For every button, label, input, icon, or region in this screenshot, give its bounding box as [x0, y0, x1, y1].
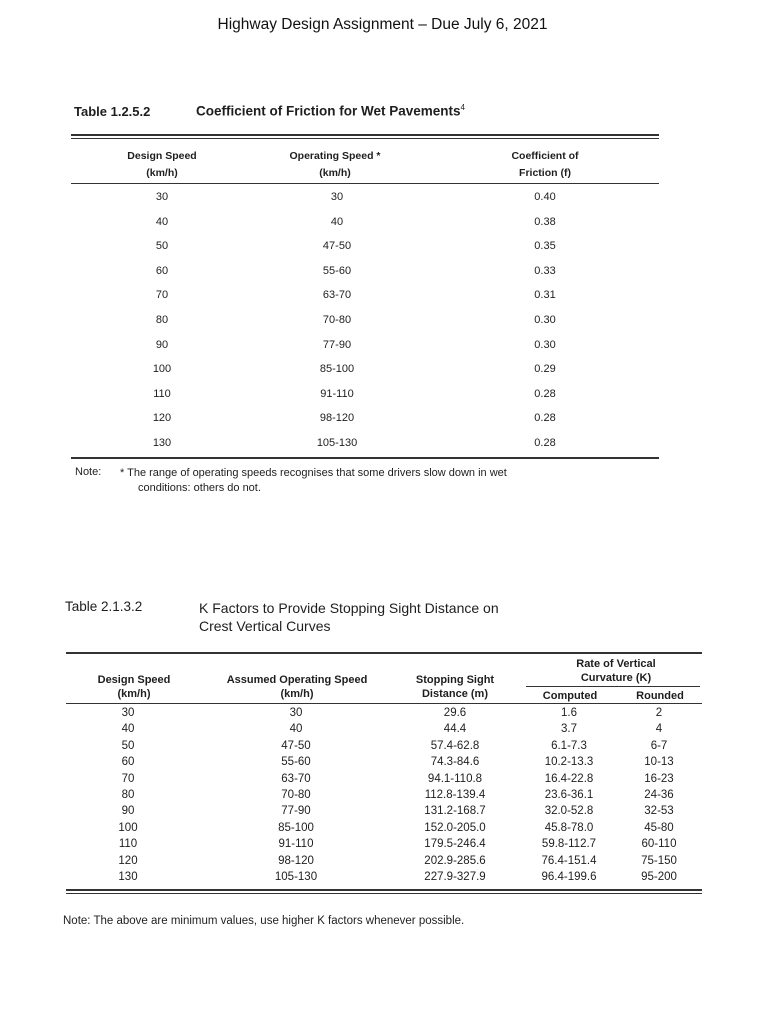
- table1-cell: 40: [330, 215, 344, 228]
- header-line: Coefficient of: [511, 150, 579, 162]
- table2-cell: 110: [118, 838, 138, 851]
- table2-cell: 10.2-13.3: [544, 756, 594, 769]
- table2-cell: 60-110: [641, 838, 677, 851]
- table2-cell: 63-70: [281, 772, 311, 785]
- table1-header-friction: [490, 148, 600, 182]
- table1-cell: 40: [155, 215, 169, 228]
- table2-cell: 94.1-110.8: [427, 772, 483, 785]
- table1-cell: 55-60: [322, 264, 352, 277]
- table2-cell: 120: [118, 854, 138, 867]
- header-line: Stopping Sight: [415, 674, 495, 686]
- table1-cell: 105-130: [316, 437, 358, 449]
- table2-cell: 45-80: [644, 821, 674, 834]
- table2-number: Table 2.1.3.2: [65, 599, 143, 614]
- table1-cell: 50: [155, 240, 169, 253]
- table1-cell: 0.30: [534, 338, 556, 351]
- table1-header-rule: [71, 183, 659, 184]
- header-line: (km/h): [146, 167, 178, 179]
- table2-cell: 40: [121, 723, 135, 736]
- table1-cell: 0.33: [534, 264, 556, 277]
- table1-cell: 30: [330, 191, 344, 203]
- table2-cell: 32.0-52.8: [544, 805, 594, 818]
- table1-cell: 90: [155, 338, 169, 351]
- table1-cell: 80: [155, 314, 169, 326]
- table1-note-line1: * The range of operating speeds recognises that some drivers slow down in wet: [120, 467, 507, 479]
- table2-cell: 1.6: [561, 707, 577, 719]
- table1-cell: 70: [155, 289, 169, 302]
- table2-cell: 179.5-246.4: [424, 838, 486, 851]
- table2-cell: 227.9-327.9: [424, 871, 486, 883]
- table1-cell: 0.30: [534, 314, 556, 326]
- table2-cell: 60: [121, 756, 135, 769]
- table2-cell: 152.0-205.0: [424, 821, 486, 834]
- table1-note: [120, 466, 665, 496]
- table2-cell: 95-200: [641, 871, 677, 883]
- header-line: (km/h): [319, 167, 351, 179]
- table2-cell: 202.9-285.6: [424, 854, 486, 867]
- table2-cell: 10-13: [644, 756, 674, 769]
- table2-cell: 70-80: [281, 789, 311, 801]
- table2-cell: 80: [121, 789, 135, 801]
- table2-cell: 57.4-62.8: [430, 739, 480, 752]
- table1-header-operating-speed: [270, 148, 400, 182]
- table2-cell: 32-53: [644, 805, 674, 818]
- table1-bottom-rule: [71, 457, 659, 459]
- table1-cell: 0.29: [534, 363, 556, 376]
- table1-cell: 70-80: [322, 314, 352, 326]
- table2-cell: 105-130: [274, 871, 318, 883]
- table2-note: Note: The above are minimum values, use higher K factors whenever possible.: [63, 915, 465, 927]
- document-title: Highway Design Assignment – Due July 6, 2021: [217, 16, 548, 33]
- table1-cell: 0.35: [534, 240, 556, 253]
- table1-cell: 120: [152, 412, 172, 425]
- table2-cell: 3.7: [561, 723, 577, 736]
- table1-top-rule: [71, 134, 659, 136]
- table1-title: [196, 103, 465, 119]
- table2-cell: 70: [121, 772, 135, 785]
- table2-cell: 23.6-36.1: [544, 789, 594, 801]
- table2-cell: 40: [289, 723, 303, 736]
- header-line: Operating Speed *: [289, 150, 381, 162]
- table1-cell: 30: [155, 191, 169, 203]
- table1-cell: 85-100: [319, 363, 355, 376]
- table2-cell: 24-36: [644, 789, 674, 801]
- table2-cell: 100: [118, 821, 138, 834]
- table2-header-operating-speed: [200, 673, 394, 701]
- table1-top-rule-inner: [71, 138, 659, 139]
- table2-cell: 50: [121, 739, 135, 752]
- table2-cell: 59.8-112.7: [541, 838, 597, 851]
- table2-cell: 44.4: [443, 723, 467, 736]
- table1-cell: 98-120: [319, 412, 355, 425]
- table1-cell: 77-90: [322, 338, 352, 351]
- table1-cell: 60: [155, 264, 169, 277]
- table2-cell: 74.3-84.6: [430, 756, 480, 769]
- table2-cell: 130: [118, 871, 138, 883]
- table2-title: [199, 599, 619, 635]
- table1-cell: 100: [152, 363, 172, 376]
- table2-cell: 75-150: [641, 854, 677, 867]
- table2-cell: 98-120: [278, 854, 314, 867]
- table1-cell: 91-110: [320, 387, 354, 400]
- table1-cell: 0.28: [534, 437, 556, 449]
- table2-cell: 29.6: [443, 707, 467, 719]
- table1-title-ref: 4: [460, 103, 465, 112]
- header-line: Design Speed: [97, 674, 171, 686]
- table1-note-line2: conditions: others do not.: [138, 482, 261, 494]
- header-line: Friction (f): [519, 167, 571, 179]
- table2-cell: 47-50: [281, 739, 311, 752]
- header-line: Design Speed: [127, 150, 197, 162]
- table1-cell: 110: [153, 387, 171, 400]
- table2-cell: 91-110: [278, 838, 314, 851]
- table1-cell: 0.31: [534, 289, 556, 302]
- table2-cell: 77-90: [281, 805, 311, 818]
- table2-cell: 55-60: [281, 756, 311, 769]
- table2-cell: 4: [655, 723, 663, 736]
- table2-cell: 131.2-168.7: [424, 805, 486, 818]
- header-line: (km/h): [280, 688, 314, 700]
- table2-header-ssd: [400, 673, 510, 701]
- table2-cell: 90: [121, 805, 135, 818]
- header-line: Distance (m): [421, 688, 489, 700]
- table2-header-rule: [66, 703, 702, 704]
- table2-cell: 6.1-7.3: [551, 739, 587, 752]
- header-line: (km/h): [117, 688, 151, 700]
- table1-cell: 0.40: [534, 191, 556, 203]
- table1-cell: 0.28: [534, 412, 556, 425]
- table1-cell: 0.38: [534, 215, 556, 228]
- table2-cell: 30: [121, 707, 135, 719]
- table2-bottom-rule-inner: [66, 893, 702, 894]
- table2-header-design-speed: [76, 673, 192, 701]
- table2-cell: 16.4-22.8: [544, 772, 594, 785]
- table2-bottom-rule: [66, 889, 702, 891]
- table2-cell: 96.4-199.6: [541, 871, 597, 883]
- header-line: Rate of Vertical: [576, 658, 656, 670]
- table2-title-line2: Crest Vertical Curves: [199, 618, 331, 634]
- table2-header-rate: [536, 657, 696, 685]
- table2-cell: 112.8-139.4: [424, 789, 486, 801]
- header-line: Curvature (K): [580, 672, 652, 684]
- table1-cell: 130: [152, 437, 172, 449]
- table2-header-rounded: Rounded: [636, 690, 684, 702]
- table2-cell: 2: [655, 707, 663, 719]
- table1-header-design-speed: [112, 148, 212, 182]
- table1-title-text: Coefficient of Friction for Wet Pavements: [196, 103, 461, 119]
- table1-cell: 0.28: [534, 387, 556, 400]
- table2-header-computed: Computed: [542, 690, 598, 702]
- table1-number: Table 1.2.5.2: [74, 104, 151, 119]
- table1-note-label: Note:: [75, 466, 102, 478]
- table1-cell: 47-50: [322, 240, 352, 253]
- table1-cell: 63-70: [322, 289, 352, 302]
- table2-cell: 30: [289, 707, 303, 719]
- header-line: Assumed Operating Speed: [226, 674, 368, 686]
- table2-cell: 6-7: [650, 739, 668, 752]
- table2-title-line1: K Factors to Provide Stopping Sight Distance on: [199, 600, 499, 616]
- table2-cell: 45.8-78.0: [544, 821, 594, 834]
- table2-cell: 76.4-151.4: [541, 854, 597, 867]
- table2-rate-subheader-rule: [526, 686, 700, 687]
- table2-top-rule: [66, 652, 702, 654]
- table2-cell: 16-23: [644, 772, 674, 785]
- table2-cell: 85-100: [278, 821, 314, 834]
